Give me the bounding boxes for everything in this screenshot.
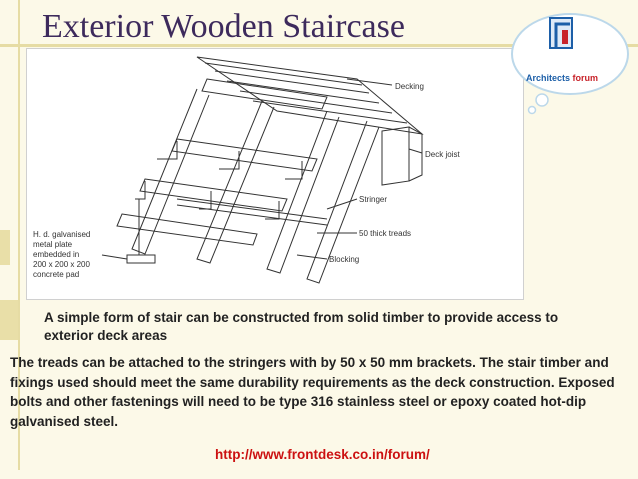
staircase-diagram xyxy=(26,48,524,300)
label-deck-joist: Deck joist xyxy=(425,150,460,159)
forum-link[interactable]: http://www.frontdesk.co.in/forum/ xyxy=(215,447,430,462)
label-plate-line4: 200 x 200 x 200 xyxy=(33,260,90,269)
decorative-block xyxy=(0,300,18,340)
logo-text-part2: forum xyxy=(572,73,599,83)
label-plate-line2: metal plate xyxy=(33,240,73,249)
label-stringer: Stringer xyxy=(359,195,388,204)
slide-title: Exterior Wooden Staircase xyxy=(42,8,405,45)
body-paragraph: The treads can be attached to the stringers with by 50 x 50 mm brackets. The stair timber and fixings used should meet the same durability requirements as the deck construction. Exposed bolts and other fastenings will need to be type 316 stainless steel or epoxy coated hot-dip galvanised steel. xyxy=(10,355,615,429)
logo-text-part1: Architects xyxy=(526,73,571,83)
label-plate-line5: concrete pad xyxy=(33,270,80,279)
label-decking: Decking xyxy=(395,82,424,91)
architects-forum-logo-icon xyxy=(502,4,632,116)
label-blocking: Blocking xyxy=(329,255,360,264)
figure-caption: A simple form of stair can be constructed from solid timber to provide access to exterior deck areas xyxy=(44,310,559,343)
label-plate-line1: H. d. galvanised xyxy=(33,230,91,239)
decorative-block xyxy=(0,230,10,265)
logo-wordmark xyxy=(526,73,598,83)
staircase-drawing xyxy=(27,49,523,299)
label-treads: 50 thick treads xyxy=(359,229,412,238)
label-plate-line3: embedded in xyxy=(33,250,80,259)
